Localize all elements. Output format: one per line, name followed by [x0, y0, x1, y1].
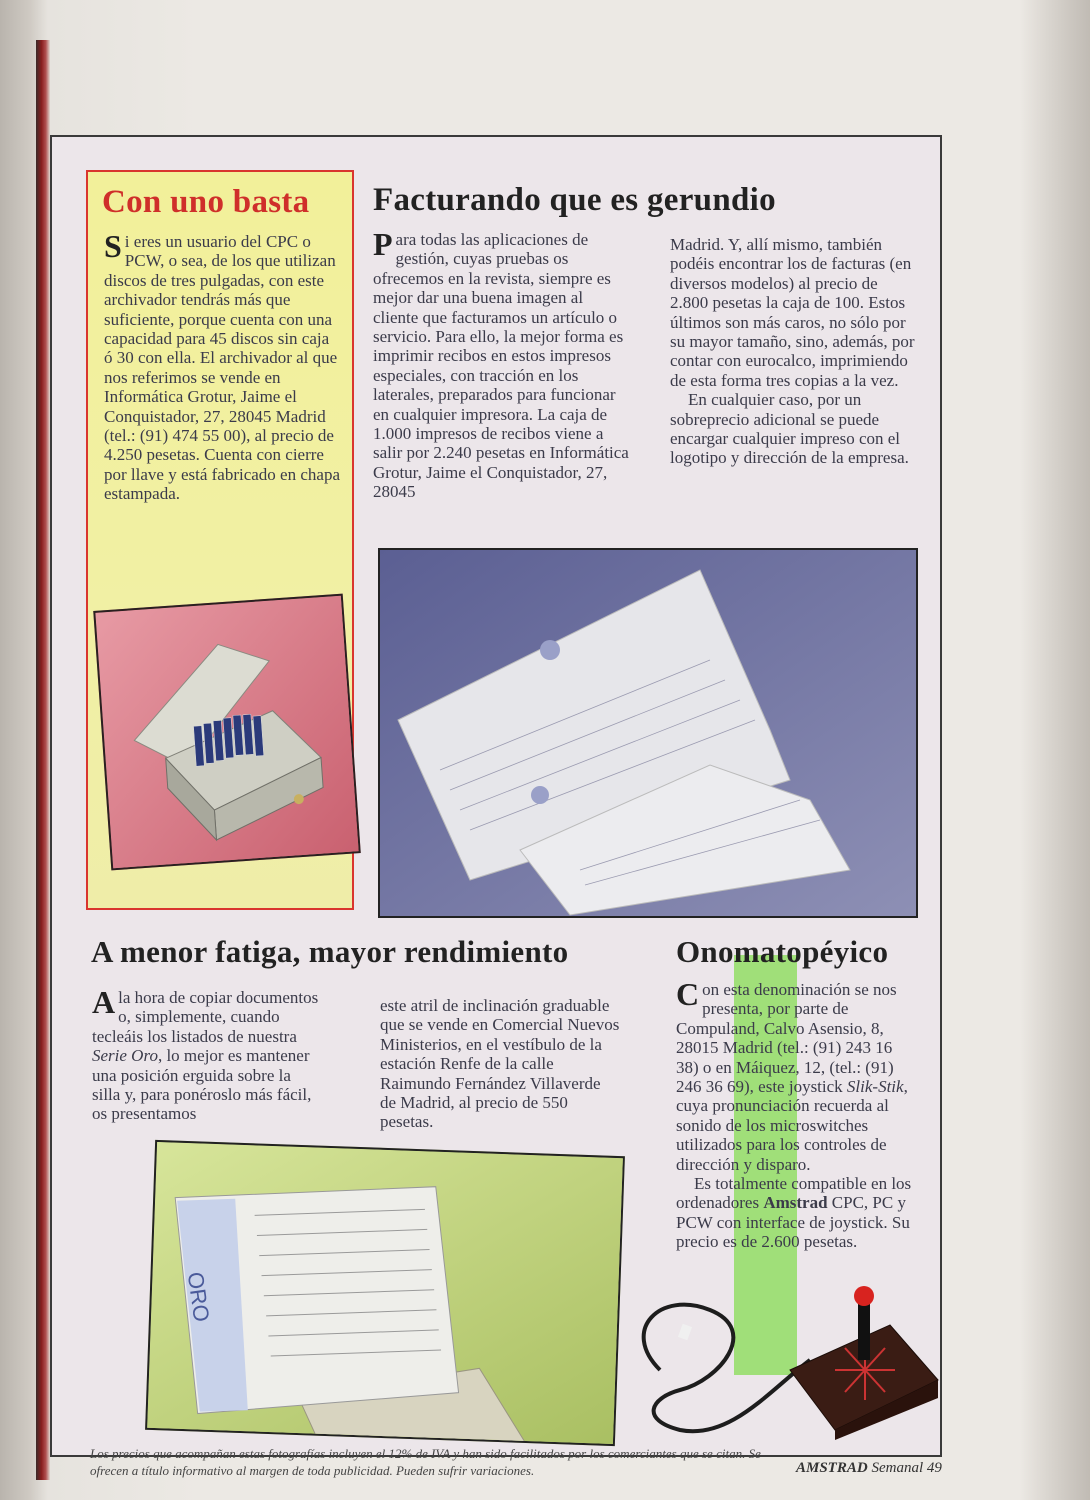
article-facturando-col1	[373, 226, 629, 502]
article-con-uno-basta	[104, 228, 340, 504]
page-edge-shadow	[1020, 0, 1090, 1500]
invoice-forms-illustration	[380, 550, 918, 918]
disk-box-photo	[93, 594, 361, 871]
document-holder-photo	[145, 1140, 625, 1446]
dropcap: P	[373, 226, 393, 262]
article-body: i eres un usuario del CPC o PCW, o sea, de los que utilizan discos de tres pulgadas, con este archivador tendrás más que suficiente, porque cuenta con una capacidad para 45 discos sin caja ó 30 con ella. El archivador al que nos referimos se vende en Informática Grotur, Jaime el Conquistador, 27, 28045 Madrid (tel.: (91) 474 55 00), al precio de 4.250 pesetas. Cuenta con cierre por llave y está fabricado en chapa estampada.	[104, 232, 340, 504]
series-name: Serie Oro	[92, 1046, 158, 1066]
article-body: , lo mejor es mantener una posición erguida sobre la silla y, para ponéroslo más fácil, os presentamos	[92, 1046, 312, 1124]
section-title-fatiga: A menor fatiga, mayor rendimiento	[91, 934, 569, 969]
invoice-forms-photo	[378, 548, 918, 918]
article-facturando-col2	[670, 235, 916, 468]
section-title-onomatopeyico: Onomatopéyico	[676, 934, 889, 969]
article-body: Es totalmente compatible en los ordenadores	[676, 1174, 912, 1213]
dropcap: A	[92, 984, 116, 1020]
dropcap: S	[104, 228, 122, 264]
page-folio	[796, 1460, 942, 1477]
document-holder-illustration	[147, 1142, 625, 1446]
page-binding	[36, 40, 50, 1480]
article-body: , cuya pronunciación recuerda al sonido de los microswitches utilizados para los controles de dirección y disparo.	[676, 1077, 908, 1174]
folio-text: Semanal 49	[871, 1460, 942, 1476]
section-title-con-uno-basta: Con uno basta	[102, 184, 310, 220]
article-body: CPC, PC y PCW con interface de joystick. Su precio es de 2.600 pesetas.	[676, 1193, 910, 1252]
dropcap: C	[676, 976, 700, 1012]
brand-name: Amstrad	[763, 1193, 828, 1213]
joystick-photo	[620, 1270, 940, 1440]
article-paragraph: Madrid. Y, allí mismo, también podéis encontrar los de facturas (en diversos modelos) al precio de 2.800 pesetas la caja de 100. Estos últimos son más caros, no sólo por su mayor tamaño, sino, además, por contar con eurocalco, imprimiendo de esta forma tres copias a la vez.	[670, 235, 915, 390]
article-body: la hora de copiar documentos o, simplemente, cuando tecleáis los listados de nuestra	[92, 988, 319, 1046]
joystick-illustration	[620, 1270, 940, 1440]
article-paragraph: En cualquier caso, por un sobreprecio adicional se puede encargar cualquier impreso con el logotipo y dirección de la empresa.	[670, 390, 909, 468]
magazine-name: AMSTRAD	[796, 1460, 868, 1476]
article-fatiga-col2	[380, 996, 620, 1132]
article-onomatopeyico	[676, 976, 912, 1252]
article-body: on esta denominación se nos presenta, por parte de Compuland, Calvo Asensio, 8, 28015 Madrid (tel.: (91) 243 16 38) o en Máiquez, 12, (tel.: (91) 246 36 69), este joystick	[676, 980, 897, 1097]
article-paragraph: este atril de inclinación graduable que se vende en Comercial Nuevos Ministerios, en el vestíbulo de la estación Renfe de la calle Raimundo Fernández Villaverde de Madrid, al precio de 550 pesetas.	[380, 996, 620, 1132]
disk-box-illustration	[95, 595, 360, 870]
article-body: ara todas las aplicaciones de gestión, cuyas pruebas os ofrecemos en la revista, siempre es mejor dar una buena imagen al cliente que facturamos un artículo o servicio. Para ello, la mejor forma es imprimir recibos en estos impresos especiales, con tracción en los laterales, preparados para funcionar en cualquier impresora. La caja de 1.000 impresos de recibos viene a salir por 2.240 pesetas en Informática Grotur, Jaime el Conquistador, 27, 28045	[373, 230, 629, 502]
footer-note: Los precios que acompañan estas fotografías incluyen el 12% de IVA y han sido facilitados por los comerciantes que se citan. Se ofrecen a título informativo al margen de toda publicidad. Pueden sufrir variaciones.	[90, 1446, 761, 1478]
product-name: Slik-Stik	[846, 1077, 904, 1097]
svg-text:ORO: ORO	[182, 1270, 215, 1324]
section-title-facturando: Facturando que es gerundio	[373, 182, 776, 218]
article-fatiga-col1	[92, 984, 322, 1124]
